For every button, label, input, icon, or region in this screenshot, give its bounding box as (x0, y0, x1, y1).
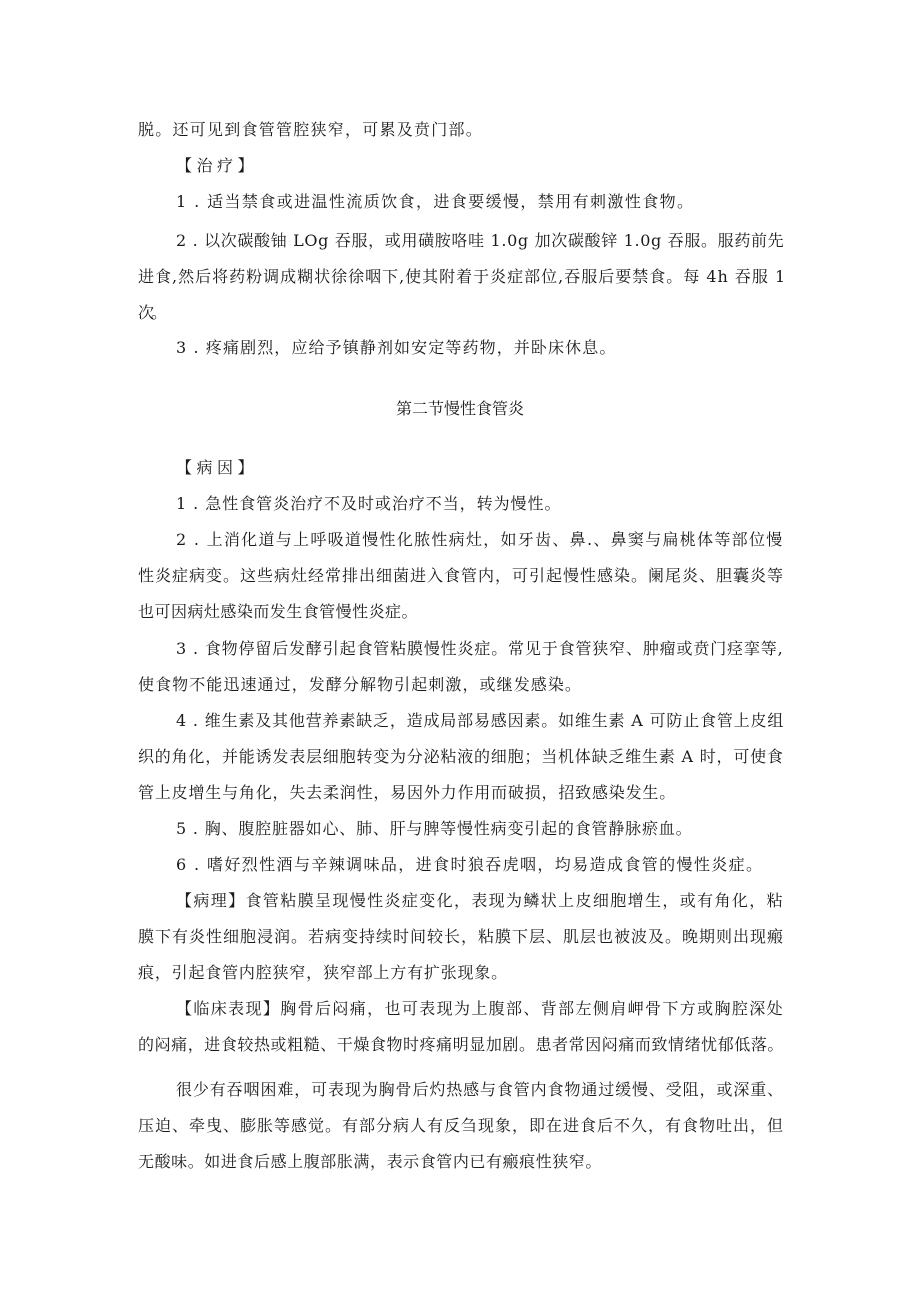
list-item-5: 5 . 胸、腹腔脏器如心、肺、肝与脾等慢性病变引起的食管静脉瘀血。 (176, 819, 693, 838)
section-title: 第二节慢性食管炎 (395, 399, 524, 418)
paragraph-line: 无酸味。如进食后感上腹部胀满，表示食管内已有瘢痕性狭窄。 (138, 1152, 603, 1171)
list-item-1: 1 . 急性食管炎治疗不及时或治疗不当，转为慢性。 (176, 494, 562, 513)
list-item-3: 3 . 食物停留后发酵引起食管粘膜慢性炎症。常见于食管狭窄、肿瘤或贲门痉挛等, (176, 639, 784, 658)
list-item-4: 4 . 维生素及其他营养素缺乏，造成局部易感因素。如维生素 A 可防止食管上皮组 (176, 711, 785, 730)
paragraph-line: 织的角化，并能诱发表层细胞转变为分泌粘液的细胞；当机体缺乏维生素 A 时，可使食 (138, 747, 784, 766)
paragraph-line: 压迫、牵曳、膨胀等感觉。有部分病人有反刍现象，即在进食后不久，有食物吐出，但 (138, 1116, 785, 1135)
list-item-6: 6 . 嗜好烈性酒与辛辣调味品，进食时狼吞虎咽，均易造成食管的慢性炎症。 (176, 855, 764, 874)
list-item-2: 2 . 上消化道与上呼吸道慢性化脓性病灶，如牙齿、鼻.、鼻窦与扁桃体等部位慢 (176, 530, 784, 549)
list-item-1: 1 . 适当禁食或进温性流质饮食，进食要缓慢，禁用有刺激性食物。 (176, 192, 695, 211)
paragraph-line: 脱。还可见到食管管腔狭窄，可累及贲门部。 (138, 120, 484, 139)
paragraph-line: 的闷痛，进食较热或粗糙、干燥食物时疼痛明显加剧。患者常因闷痛而致情绪忧郁低落。 (138, 1035, 785, 1054)
paragraph-line: 膜下有炎性细胞浸润。若病变持续时间较长，粘膜下层、肌层也被波及。晚期则出现瘢 (138, 927, 785, 946)
paragraph-line: 次。 (138, 303, 165, 322)
paragraph-line: 进食,然后将药粉调成糊状徐徐咽下,使其附着于炎症部位,吞服后要禁食。每 4h 吞服 1 (138, 267, 787, 286)
paragraph-line: 很少有吞咽困难，可表现为胸骨后灼热感与食管内食物通过缓慢、受阻，或深重、 (176, 1080, 785, 1099)
list-item-2: 2 . 以次碳酸铀 LOg 吞服，或用磺胺咯哇 1.0g 加次碳酸锌 1.0g 吞服。服药前先 (176, 231, 785, 250)
section-heading-etiology: 【病因】 (176, 458, 259, 477)
paragraph-line: 痕，引起食管内腔狭窄，狭窄部上方有扩张现象。 (138, 963, 509, 982)
section-heading-treatment: 【治疗】 (176, 156, 259, 175)
paragraph-line: 使食物不能迅速通过，发酵分解物引起刺激，或继发感染。 (138, 675, 583, 694)
paragraph-line: 管上皮增生与角化，失去柔润性，易因外力作用而破损，招致感染发生。 (138, 783, 677, 802)
paragraph-line: 性炎症病变。这些病灶经常排出细菌进入食管内，可引起慢性感染。阑尾炎、胆囊炎等 (138, 566, 785, 585)
paragraph-pathology: 【病理】食管粘膜呈现慢性炎症变化，表现为鳞状上皮细胞增生，或有角化，粘 (176, 891, 785, 910)
paragraph-clinical: 【临床表现】胸骨后闷痛，也可表现为上腹部、背部左侧肩岬骨下方或胸腔深处 (176, 999, 785, 1018)
list-item-3: 3 . 疼痛剧烈，应给予镇静剂如安定等药物，并卧床休息。 (176, 338, 617, 357)
paragraph-line: 也可因病灶感染而发生食管慢性炎症。 (138, 602, 419, 621)
